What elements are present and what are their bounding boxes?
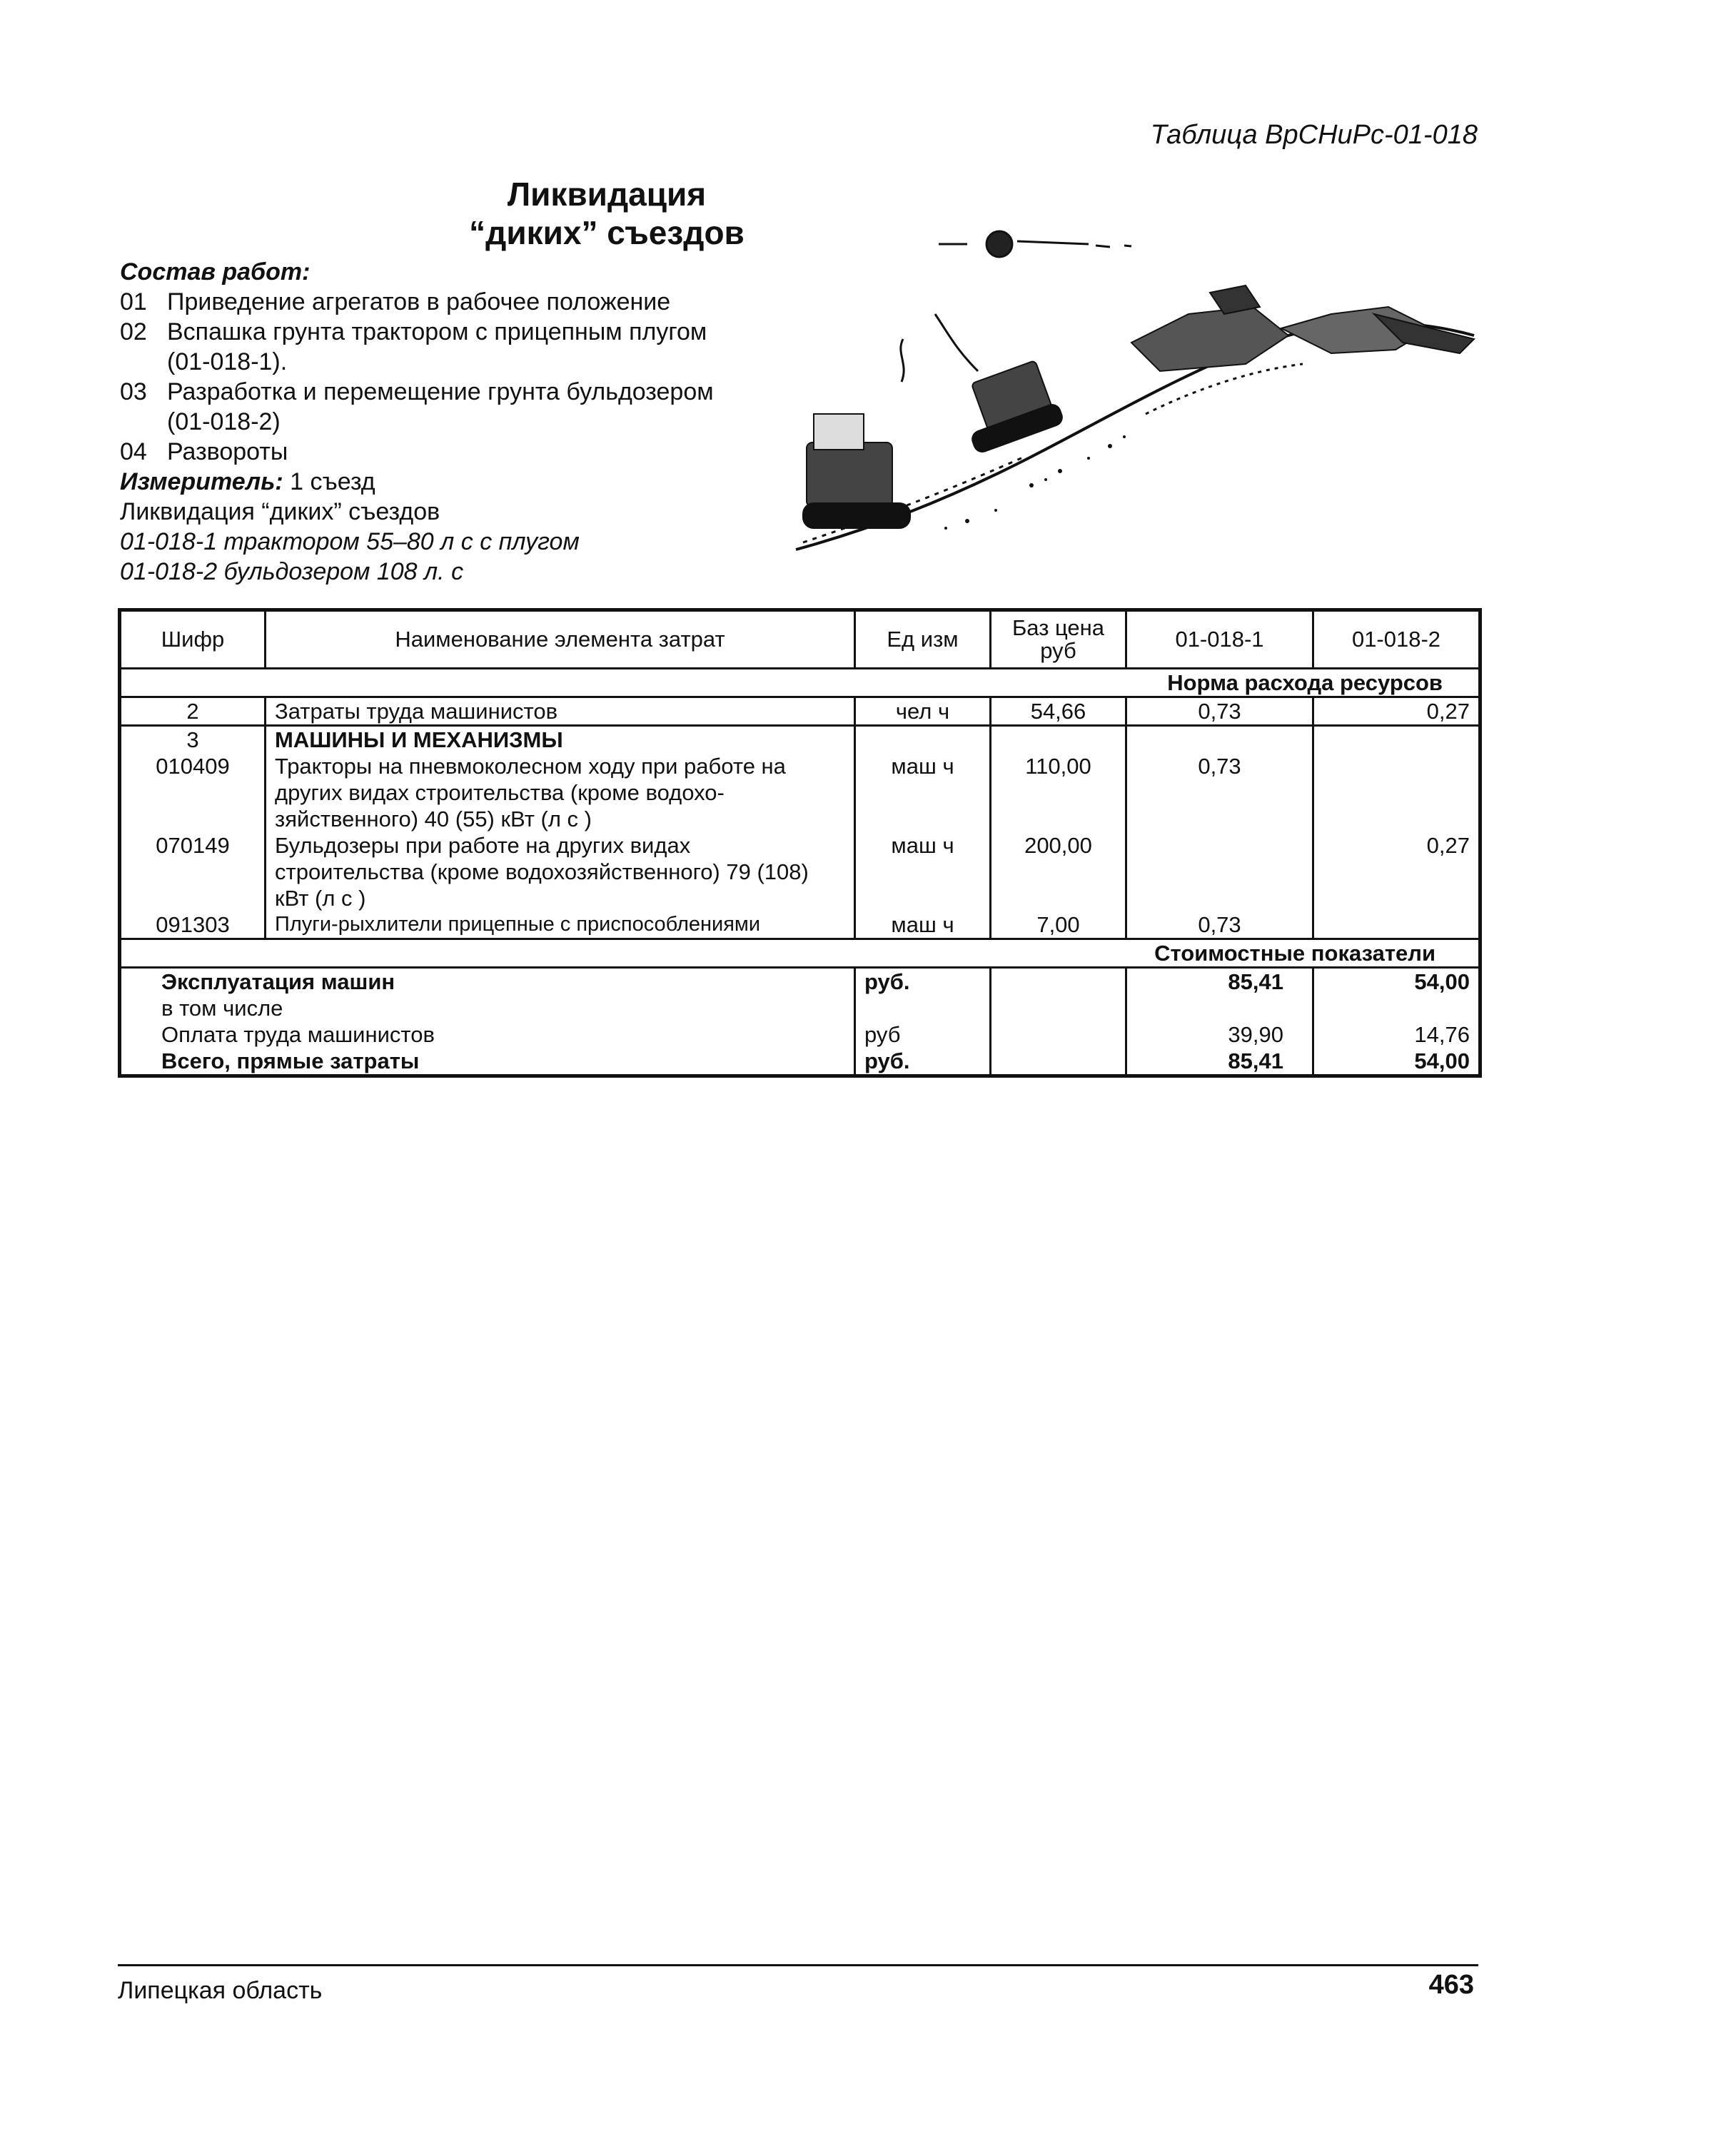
table-row bbox=[120, 697, 1480, 726]
work-item-text: Приведение агрегатов в рабочее положение bbox=[167, 288, 671, 315]
cell-name: Эксплуатация машин bbox=[120, 968, 855, 996]
meter-label: Измеритель: bbox=[120, 468, 283, 495]
cell-name: Тракторы на пневмоколесном ходу при работе на других видах строительства (кроме водохо-зяйственного) 40 (55) кВт (л с ) bbox=[266, 753, 855, 832]
cell-price: 200,00 bbox=[991, 832, 1126, 911]
cell-price: 54,66 bbox=[991, 697, 1126, 726]
cell-name: Оплата труда машинистов bbox=[120, 1021, 855, 1048]
header-code: Шифр bbox=[120, 610, 266, 669]
cell-name: Бульдозеры при работе на других видах строительства (кроме водохозяйственного) 79 (108) кВт (л с ) bbox=[266, 832, 855, 911]
page-title bbox=[385, 175, 828, 252]
header-unit: Ед изм bbox=[855, 610, 991, 669]
cell-value-1: 0,73 bbox=[1126, 697, 1313, 726]
cell-value-2: 54,00 bbox=[1313, 1048, 1480, 1076]
section-cost: Стоимостные показатели bbox=[120, 939, 1480, 968]
section-row bbox=[120, 939, 1480, 968]
table-header-row bbox=[120, 610, 1480, 669]
table-row bbox=[120, 995, 1480, 1021]
work-item bbox=[120, 437, 805, 467]
cell-value-1: 85,41 bbox=[1126, 968, 1313, 996]
title-line-2: “диких” съездов bbox=[469, 214, 745, 251]
bulldozer-illustration bbox=[789, 228, 1481, 564]
cell-unit: маш ч bbox=[855, 832, 991, 911]
meter-description: Ликвидация “диких” съездов bbox=[120, 498, 440, 525]
cell-value-2 bbox=[1313, 753, 1480, 832]
table-row bbox=[120, 832, 1480, 911]
meter-line bbox=[120, 467, 805, 497]
cell-value-1: 39,90 bbox=[1126, 1021, 1313, 1048]
cell-unit: маш ч bbox=[855, 911, 991, 939]
table-row bbox=[120, 1021, 1480, 1048]
work-composition bbox=[120, 257, 805, 587]
work-item bbox=[120, 287, 805, 317]
cell-value-2: 54,00 bbox=[1313, 968, 1480, 996]
table-row bbox=[120, 911, 1480, 939]
table-row bbox=[120, 1048, 1480, 1076]
cell-value-2: 0,27 bbox=[1313, 697, 1480, 726]
cell-name: МАШИНЫ И МЕХАНИЗМЫ bbox=[266, 726, 855, 754]
work-item-text: (01-018-1). bbox=[167, 348, 288, 375]
cell-value-2: 14,76 bbox=[1313, 1021, 1480, 1048]
meter-value: 1 съезд bbox=[283, 468, 375, 495]
work-item-text: (01-018-2) bbox=[167, 408, 281, 435]
cell-name: в том числе bbox=[120, 995, 855, 1021]
cell-value-1: 0,73 bbox=[1126, 911, 1313, 939]
cell-unit: маш ч bbox=[855, 753, 991, 832]
work-item-number: 02 bbox=[120, 318, 147, 345]
cell-value-2 bbox=[1313, 911, 1480, 939]
work-item bbox=[120, 317, 805, 377]
header-col2: 01-018-2 bbox=[1313, 610, 1480, 669]
table-code: Таблица ВрСНиРс-01-018 bbox=[1150, 120, 1478, 150]
footer-rule bbox=[118, 1964, 1478, 1966]
cell-unit: руб. bbox=[855, 968, 991, 996]
work-item-number: 04 bbox=[120, 438, 147, 465]
cell-code: 2 bbox=[120, 697, 266, 726]
cell-price: 7,00 bbox=[991, 911, 1126, 939]
cell-unit: руб bbox=[855, 1021, 991, 1048]
works-heading: Состав работ: bbox=[120, 258, 311, 285]
cell-value-2: 0,27 bbox=[1313, 832, 1480, 911]
cell-unit: чел ч bbox=[855, 697, 991, 726]
variant-line: 01-018-1 трактором 55–80 л с с плугом bbox=[120, 528, 580, 555]
cell-unit: руб. bbox=[855, 1048, 991, 1076]
section-row bbox=[120, 669, 1480, 697]
cell-code: 3 bbox=[120, 726, 266, 754]
header-price: Баз цена руб bbox=[991, 610, 1126, 669]
header-col1: 01-018-1 bbox=[1126, 610, 1313, 669]
table-row bbox=[120, 968, 1480, 996]
cell-code: 091303 bbox=[120, 911, 266, 939]
cell-name: Плуги-рыхлители прицепные с приспособлениями bbox=[266, 911, 855, 939]
cell-name: Затраты труда машинистов bbox=[266, 697, 855, 726]
cell-code: 070149 bbox=[120, 832, 266, 911]
page-number: 463 bbox=[1428, 1970, 1474, 2000]
work-item-number: 03 bbox=[120, 378, 147, 405]
cell-value-1: 85,41 bbox=[1126, 1048, 1313, 1076]
work-item-text: Разработка и перемещение грунта бульдозером bbox=[167, 378, 714, 405]
section-norm: Норма расхода ресурсов bbox=[120, 669, 1480, 697]
work-item-number: 01 bbox=[120, 288, 147, 315]
work-item bbox=[120, 377, 805, 437]
header-name: Наименование элемента затрат bbox=[266, 610, 855, 669]
cell-value-1 bbox=[1126, 832, 1313, 911]
variant-line: 01-018-2 бульдозером 108 л. с bbox=[120, 558, 464, 585]
work-item-text: Развороты bbox=[167, 438, 288, 465]
cell-price: 110,00 bbox=[991, 753, 1126, 832]
table-row bbox=[120, 753, 1480, 832]
footer-region: Липецкая область bbox=[118, 1977, 323, 2004]
cell-code: 010409 bbox=[120, 753, 266, 832]
table-row bbox=[120, 726, 1480, 754]
title-line-1: Ликвидация bbox=[507, 176, 707, 213]
cell-value-1: 0,73 bbox=[1126, 753, 1313, 832]
work-item-text: Вспашка грунта трактором с прицепным плугом bbox=[167, 318, 707, 345]
cost-table bbox=[118, 608, 1482, 1078]
cell-name: Всего, прямые затраты bbox=[120, 1048, 855, 1076]
